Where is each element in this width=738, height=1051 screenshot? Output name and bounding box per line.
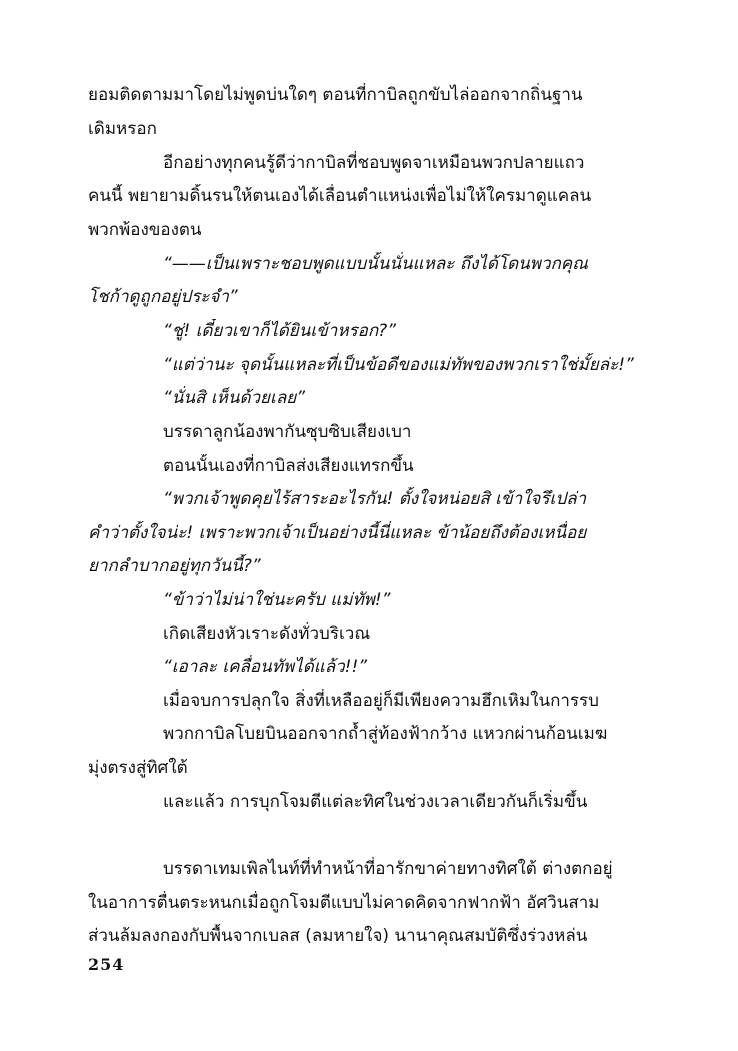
text-line: พวกกาบิลโบยบินออกจากถ้ำสู่ท้องฟ้ากว้าง แหวกผ่านก้อนเมฆ [163, 724, 608, 744]
text-line: พวกพ้องของตน [88, 220, 202, 240]
text-line: ยอมติดตามมาโดยไม่พูดบ่นใดๆ ตอนที่กาบิลถูกขับไล่ออกจากถิ่นฐาน [88, 85, 583, 105]
text-line: “เอาละ เคลื่อนทัพได้แล้ว!!” [163, 657, 368, 677]
text-line: “ข้าว่าไม่น่าใช่นะครับ แม่ทัพ!” [163, 590, 391, 610]
text-line: โชก้าดูถูกอยู่ประจำ” [88, 287, 238, 307]
page-number: 254 [88, 955, 125, 974]
text-line: มุ่งตรงสู่ทิศใต้ [88, 758, 188, 778]
text-line: “พวกเจ้าพูดคุยไร้สาระอะไรกัน! ตั้งใจหน่อยสิ เข้าใจรึเปล่า [163, 489, 587, 509]
text-line: “แต่ว่านะ จุดนั้นแหละที่เป็นข้อดีของแม่ทัพของพวกเราใช่มั้ยล่ะ!” [163, 355, 634, 375]
text-line: “ชู่! เดี๋ยวเขาก็ได้ยินเข้าหรอก?” [163, 321, 397, 341]
text-line: อีกอย่างทุกคนรู้ดีว่ากาบิลที่ชอบพูดจาเหมือนพวกปลายแถว [163, 153, 585, 173]
text-line: เมื่อจบการปลุกใจ สิ่งที่เหลืออยู่ก็มีเพียงความฮึกเหิมในการรบ [163, 691, 599, 711]
text-line: บรรดาลูกน้องพากันซุบซิบเสียงเบา [163, 422, 412, 442]
text-line: ในอาการตื่นตระหนกเมื่อถูกโจมตีแบบไม่คาดคิดจากฟากฟ้า อัศวินสาม [88, 893, 600, 913]
text-line: บรรดาเทมเพิลไนท์ที่ทำหน้าที่อารักขาค่ายทางทิศใต้ ต่างตกอยู่ [163, 859, 613, 879]
text-line: และแล้ว การบุกโจมตีแต่ละทิศในช่วงเวลาเดียวกันก็เริ่มขึ้น [163, 792, 588, 812]
text-line: “นั่นสิ เห็นด้วยเลย” [163, 388, 306, 408]
text-line: เกิดเสียงหัวเราะดังทั่วบริเวณ [163, 624, 371, 644]
text-line: คนนี้ พยายามดิ้นรนให้ตนเองได้เลื่อนตำแหน่งเพื่อไม่ให้ใครมาดูแคลน [88, 186, 592, 206]
text-line: ส่วนล้มลงกองกับพื้นจากเบลส (ลมหายใจ) นานาคุณสมบัติซึ่งร่วงหล่น [88, 926, 588, 946]
text-line: “——เป็นเพราะชอบพูดแบบนั้นนั่นแหละ ถึงได้โดนพวกคุณ [163, 254, 588, 274]
text-line: ตอนนั้นเองที่กาบิลส่งเสียงแทรกขึ้น [163, 456, 414, 476]
text-line: เดิมหรอก [88, 119, 157, 139]
text-line: คำว่าตั้งใจน่ะ! เพราะพวกเจ้าเป็นอย่างนี้นี่แหละ ข้าน้อยถึงต้องเหนื่อย [88, 523, 587, 543]
text-line: ยากลำบากอยู่ทุกวันนี้?” [88, 556, 261, 576]
